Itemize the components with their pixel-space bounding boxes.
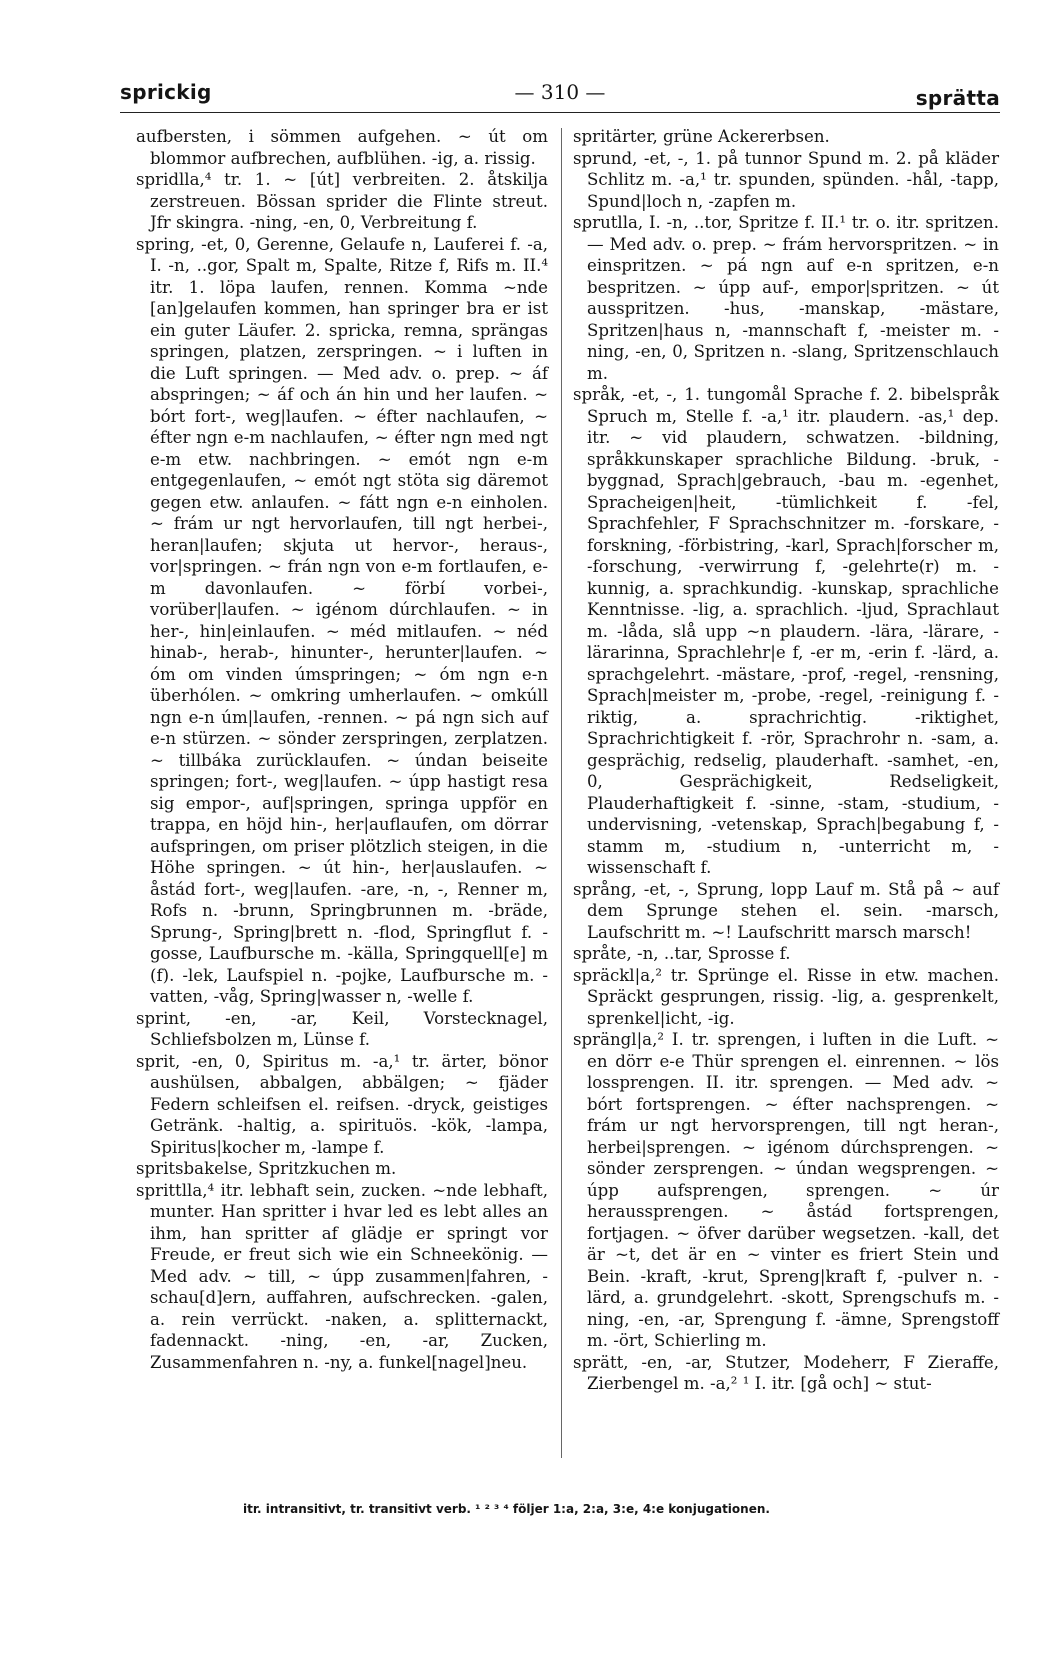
- entry: sprint, -en, -ar, Keil, Vorstecknagel, Schliefsbolzen m, Lünse f.: [136, 1008, 548, 1049]
- entry: språng, -et, -, Sprung, lopp Lauf m. Stå på ~ auf dem Sprunge stehen el. sein. -marsch, Laufschritt m. ~! Laufschritt marsch marsch!: [573, 879, 999, 942]
- entry: sprund, -et, -, 1. på tunnor Spund m. 2. på kläder Schlitz m. -a,¹ tr. spunden, spünden. -hål, -tapp, Spund|loch n, -zapfen m.: [573, 148, 999, 211]
- entry: spritsbakelse, Spritzkuchen m.: [136, 1159, 397, 1178]
- entry: sprängl|a,² I. tr. sprengen, i luften in die Luft. ~ en dörr e-e Thür sprengen el. einrennen. ~ lös lossprengen. II. itr. sprengen. — Med adv. ~ bórt fortsprengen. ~ éfter nachsprengen. ~ frám ur ngt hervorsprengen, till ngt heran-, herbei|sprengen. ~ igénom dúrchsprengen. ~ sönder zersprengen. ~ úndan wegsprengen. ~ úpp aufsprengen, sprengen. ~ úr heraussprengen. ~ åstád fortsprengen, fortjagen. ~ öfver darüber wegsetzen. -kall, det är ~t, det är en ~ vinter es friert Stein und Bein. -kraft, -krut, Spreng|kraft f, -pulver n. -lärd, a. grundgelehrt. -skott, Sprengschufs m. -ning, -en, -ar, Sprengung f. -ämne, Sprengstoff m. -ört, Schierling m.: [573, 1030, 999, 1350]
- entry: spridlla,⁴ tr. 1. ~ [út] verbreiten. 2. åtskilja zerstreuen. Bössan sprider die Flinte streut. Jfr skingra. -ning, -en, 0, Verbreitung f.: [136, 170, 548, 232]
- entry: sprittlla,⁴ itr. lebhaft sein, zucken. ~nde lebhaft, munter. Han spritter i hvar led es lebt alles an ihm, han spritter af glädje er springt vor Freude, er freut sich wie ein Schneekönig. — Med adv. ~ till, ~ úpp zusammen|fahren, -schau[d]ern, auffahren, aufschrecken. -galen, a. rein verrückt. -naken, a. splitternackt, fadennackt. -ning, -en, -ar, Zucken, Zusammenfahren n. -ny, a. funkel[nagel]neu.: [136, 1180, 548, 1372]
- header-rule: [120, 112, 1000, 113]
- column-divider: [561, 128, 562, 1458]
- right-column: [573, 126, 999, 1395]
- entry: språte, -n, ..tar, Sprosse f.: [573, 944, 791, 963]
- entry: språk, -et, -, 1. tungomål Sprache f. 2. bibelspråk Spruch m, Stelle f. -a,¹ itr. plaudern. -as,¹ dep. itr. ~ vid plaudern, schwatzen. -bildning, språkkunskaper sprachliche Bildung. -bruk, -byggnad, Sprach|gebrauch, -bau m. -egenhet, Spracheigen|heit, -tümlichkeit f. -fel, Sprachfehler, F Sprachschnitzer m. -forskare, -forskning, -förbistring, -karl, Sprach|forscher m, -forschung, -verwirrung f, -gelehrte(r) m. -kunnig, a. sprachkundig. -kunskap, sprachliche Kenntnisse. -lig, a. sprachlich. -ljud, Sprachlaut m. -låda, slå upp ~n plaudern. -lära, -lärare, -lärarinna, Sprachlehr|e f, -er m, -erin f. -lärd, a. sprachgelehrt. -mästare, -prof, -regel, -rensning, Sprach|meister m, -probe, -regel, -reinigung f. -riktig, a. sprachrichtig. -riktighet, Sprachrichtigkeit f. -rör, Sprachrohr n. -sam, a. gesprächig, redselig, plauderhaft. -samhet, -en, 0, Gesprächigkeit, Redseligkeit, Plauderhaftigkeit f. -sinne, -stam, -studium, -undervisning, -vetenskap, Sprach|begabung f, -stamm m, -studium n, -unterricht m, -wissenschaft f.: [573, 385, 999, 877]
- entry: aufbersten, i sömmen aufgehen. ~ út om blommor aufbrechen, aufblühen. -ig, a. rissig.: [136, 127, 548, 168]
- header-last-word: sprätta: [915, 86, 1000, 110]
- left-column: [136, 126, 548, 1373]
- entry: sprit, -en, 0, Spiritus m. -a,¹ tr. ärter, bönor aushülsen, abbalgen, abbälgen; ~ fjäder Federn schleifsen el. reifsen. -dryck, geistiges Getränk. -haltig, a. spirituös. -kök, -lampa, Spiritus|kocher m, -lampe f.: [136, 1051, 548, 1157]
- entry: spring, -et, 0, Gerenne, Gelaufe n, Lauferei f. -a, I. -n, ..gor, Spalt m, Spalte, Ritze f, Rifs m. II.⁴ itr. 1. löpa laufen, rennen. Komma ~nde [an]gelaufen kommen, han springer bra er ist ein guter Läufer. 2. spricka, remna, sprängas springen, platzen, zerspringen. ~ i luften in die Luft springen. — Med adv. o. prep. ~ áf abspringen; ~ áf och án hin und her laufen. ~ bórt fort-, weg|laufen. ~ éfter nachlaufen, ~ éfter ngn e-m nachlaufen, ~ éfter ngn med ngt e-m etw. nachbringen. ~ emót ngn e-m entgegenlaufen, ~ emót ngt stöta sig däremot gegen etw. anlaufen. ~ fátt ngn e-n einholen. ~ frám ur ngt hervorlaufen, till ngt herbei-, heran|laufen; skjuta ut hervor-, heraus-, vor|springen. ~ frán ngn von e-m fortlaufen, e-m davonlaufen. ~ förbí vorbei-, vorüber|laufen. ~ igénom dúrchlaufen. ~ in her-, hin|einlaufen. ~ méd mitlaufen. ~ néd hinab-, herab-, hinunter-, herunter|laufen. ~ óm om vinden úmspringen; ~ óm ngn e-n überhólen. ~ omkring umherlaufen. ~ omkúll ngn e-n úm|laufen, -rennen. ~ pá ngn sich auf e-n stürzen. ~ sönder zerspringen, zerplatzen. ~ tillbáka zurücklaufen. ~ úndan beiseite springen; fort-, weg|laufen. ~ úpp hastigt resa sig empor-, auf|springen, springa uppför en trappa, en höjd hin-, her|auflaufen, om dörrar aufspringen, om priser plötzlich steigen, in die Höhe springen. ~ út hin-, her|auslaufen. ~ åstád fort-, weg|laufen. -are, -n, -, Renner m, Rofs n. -brunn, Springbrunnen m. -bräde, Sprung-, Spring|brett n. -flod, Springflut f. -gosse, Laufbursche m. -källa, Springquell[e] m (f). -lek, Laufspiel n. -pojke, Laufbursche m. -vatten, -våg, Spring|wasser n, -welle f.: [136, 234, 548, 1006]
- entry: spritärter, grüne Ackererbsen.: [573, 127, 830, 146]
- entry: spräckl|a,² tr. Sprünge el. Risse in etw. machen. Spräckt gesprungen, rissig. -lig, a. gesprenkelt, sprenkel|icht, -ig.: [573, 965, 999, 1028]
- abbreviation-footnote: itr. intransitivt, tr. transitivt verb. ¹ ² ³ ⁴ följer 1:a, 2:a, 3:e, 4:e konjugationen.: [243, 1502, 770, 1516]
- page-number: — 310 —: [514, 80, 606, 104]
- page-header: [120, 80, 1000, 110]
- entry: sprätt, -en, -ar, Stutzer, Modeherr, F Zieraffe, Zierbengel m. -a,² ¹ I. itr. [gå och] ~ stut-: [573, 1352, 999, 1393]
- entry: sprutlla, I. -n, ..tor, Spritze f. II.¹ tr. o. itr. spritzen. — Med adv. o. prep. ~ frám hervorspritzen. ~ in einspritzen. ~ pá ngn auf e-n spritzen, e-n bespritzen. ~ úpp auf-, empor|spritzen. ~ út ausspritzen. -hus, -manskap, -mästare, Spritzen|haus n, -mannschaft f, -meister m. -ning, -en, 0, Spritzen n. -slang, Spritzenschlauch m.: [573, 213, 999, 383]
- header-first-word: sprickig: [120, 80, 212, 104]
